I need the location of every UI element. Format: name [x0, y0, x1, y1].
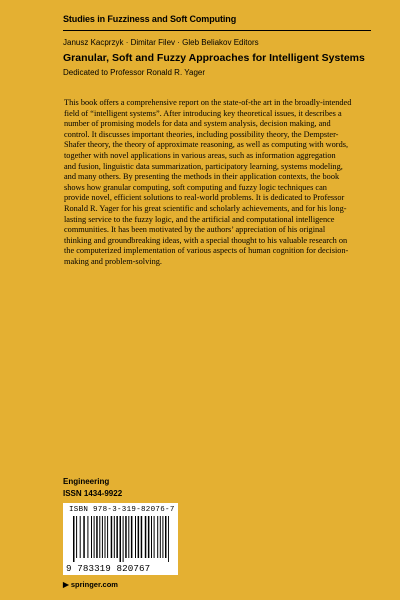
blurb-line: Shafer theory, the theory of approximate reasoning, as well as computing with words,: [64, 140, 349, 150]
blurb-line: Ronald R. Yager for his great scientific and scholarly achievements, and for his long-: [64, 203, 347, 213]
barcode-bar: [76, 516, 77, 558]
barcode-bar: [128, 516, 129, 558]
barcode-bar: [102, 516, 103, 558]
barcode-bar: [105, 516, 106, 558]
barcode-bar: [141, 516, 143, 558]
website-text: springer.com: [70, 580, 118, 589]
blurb-line: control. It discusses important theories, including possibility theory, the Dempster-: [64, 129, 339, 139]
barcode-bar: [83, 516, 85, 558]
barcode-bar: [131, 516, 133, 558]
barcode-bar: [165, 516, 167, 558]
book-title: Granular, Soft and Fuzzy Approaches for Intelligent Systems: [63, 52, 365, 64]
blurb-line: This book offers a comprehensive report on the state-of-the art in the broadly-intended: [64, 98, 352, 107]
blurb-line: the computerized implementation of various aspects of human cognition for decision-: [64, 246, 349, 256]
website-label: [63, 580, 118, 589]
barcode-bar: [111, 516, 113, 558]
blurb-line: lasting service to the fuzzy logic, and the artificial and computational intelligence: [64, 214, 335, 224]
barcode-panel: [63, 503, 178, 575]
barcode-bar: [116, 516, 118, 558]
barcode-bar: [145, 516, 147, 558]
barcode-bars: [73, 516, 169, 562]
arrow-icon: ▶: [63, 580, 69, 589]
blurb-line: shows how granular computing, soft computing and fuzzy logic techniques can: [64, 182, 327, 192]
barcode-bar: [148, 516, 150, 558]
blurb-line: communities. It has been motivated by the authors’ appreciation of his original: [64, 225, 326, 235]
barcode-bar: [154, 516, 155, 558]
barcode-bar: [157, 516, 158, 558]
dedication: Dedicated to Professor Ronald R. Yager: [63, 68, 206, 77]
barcode-bar: [125, 516, 127, 558]
barcode-bar: [120, 516, 122, 562]
barcode-bar: [107, 516, 108, 558]
blurb-line: field of “intelligent systems”. After introducing key theoretical issues, it describes a: [64, 108, 342, 118]
blurb-line: together with novel applications in various areas, such as information aggregation: [64, 150, 336, 160]
blurb-line: thinking and groundbreaking ideas, with a special thought to his valuable research on: [64, 235, 348, 245]
blurb-line: making and problem-solving.: [64, 256, 162, 266]
subject-label: Engineering: [63, 477, 110, 486]
blurb-line: number of promising models for data and system analysis, decision making, and: [64, 119, 331, 129]
barcode-bar: [99, 516, 100, 558]
barcode-bar: [123, 516, 124, 562]
barcode-bar: [151, 516, 152, 558]
blurb-line: and fusion, linguistic data summarization, participatory learning, systems modeling,: [64, 161, 343, 171]
blurb-text: [64, 98, 364, 268]
blurb-line: and many others. By presenting the methods in their application contexts, the book: [64, 172, 340, 182]
isbn-text: ISBN 978-3-319-82076-7: [69, 506, 175, 514]
barcode-bar: [73, 516, 75, 562]
editors-line: Janusz Kacprzyk · Dimitar Filev · Gleb Beliakov Editors: [63, 38, 259, 47]
barcode-bar: [94, 516, 95, 558]
blurb-line: provide novel, efficient solutions to real-world problems. It is dedicated to Professor: [64, 193, 345, 203]
issn-label: ISSN 1434-9922: [63, 489, 123, 498]
barcode-bar: [96, 516, 98, 558]
barcode-bar: [114, 516, 115, 558]
barcode-bar: [162, 516, 163, 558]
barcode-bar: [91, 516, 92, 558]
barcode-bar: [168, 516, 169, 562]
series-title: Studies in Fuzziness and Soft Computing: [63, 14, 237, 24]
barcode-number: 9 783319 820767: [66, 563, 151, 574]
barcode-bar: [135, 516, 136, 558]
barcode-bar: [160, 516, 161, 558]
barcode-bar: [87, 516, 88, 558]
header-divider: [63, 30, 371, 31]
barcode-bar: [138, 516, 140, 558]
barcode-bar: [80, 516, 81, 558]
